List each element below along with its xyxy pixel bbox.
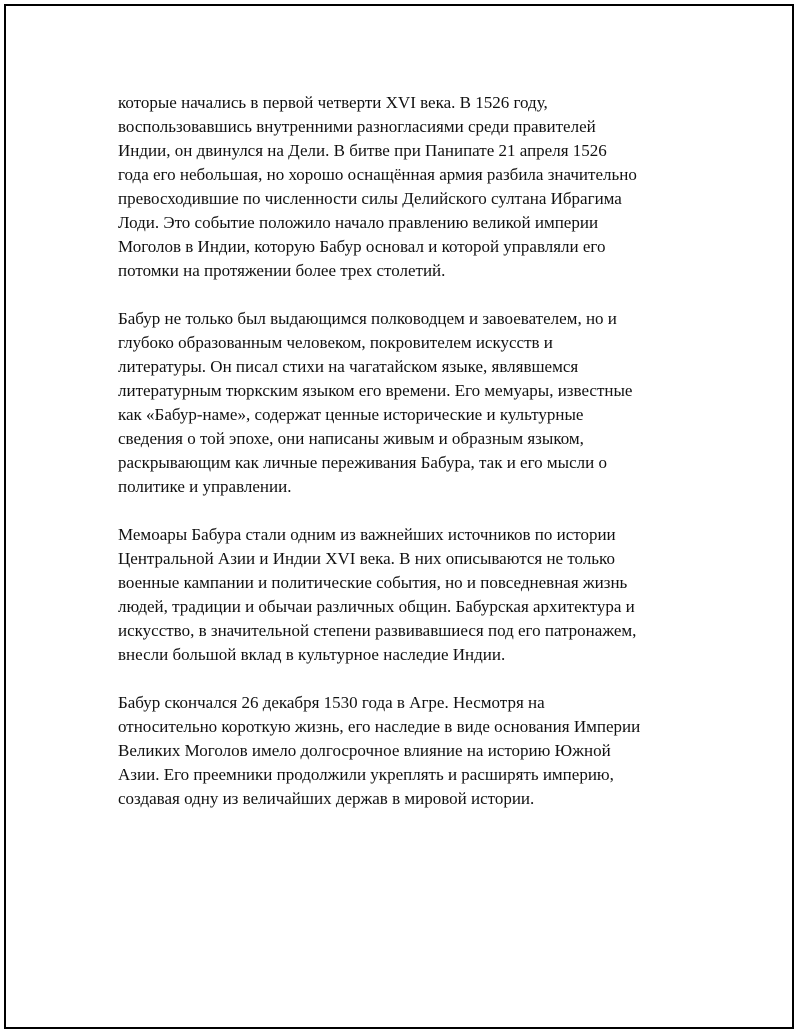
paragraph-1 [118, 91, 718, 283]
paragraph-3 [118, 523, 718, 667]
text-line: Бабур не только был выдающимся полководцем и завоевателем, но и [118, 309, 617, 328]
text-line: Великих Моголов имело долгосрочное влияние на историю Южной [118, 741, 611, 760]
text-line: Моголов в Индии, которую Бабур основал и которой управляли его [118, 237, 606, 256]
text-line: сведения о той эпохе, они написаны живым и образным языком, [118, 429, 584, 448]
text-line: создавая одну из величайших держав в мировой истории. [118, 789, 535, 808]
text-line: как «Бабур-наме», содержат ценные исторические и культурные [118, 405, 584, 424]
text-line: литературным тюркским языком его времени. Его мемуары, известные [118, 381, 633, 400]
text-line: военные кампании и политические события, но и повседневная жизнь [118, 573, 628, 592]
text-line: внесли большой вклад в культурное наследие Индии. [118, 645, 506, 664]
text-line: искусство, в значительной степени развивавшиеся под его патронажем, [118, 621, 637, 640]
paragraph-4 [118, 691, 718, 811]
text-line: раскрывающим как личные переживания Бабура, так и его мысли о [118, 453, 607, 472]
text-line: Бабур скончался 26 декабря 1530 года в Агре. Несмотря на [118, 693, 545, 712]
text-line: превосходившие по численности силы Делийского султана Ибрагима [118, 189, 622, 208]
text-line: глубоко образованным человеком, покровителем искусств и [118, 333, 553, 352]
text-line: воспользовавшись внутренними разногласиями среди правителей [118, 117, 596, 136]
document-body [118, 91, 718, 835]
text-line: года его небольшая, но хорошо оснащённая армия разбила значительно [118, 165, 637, 184]
text-line: которые начались в первой четверти XVI века. В 1526 году, [118, 93, 548, 112]
text-line: относительно короткую жизнь, его наследие в виде основания Империи [118, 717, 641, 736]
text-line: литературы. Он писал стихи на чагатайском языке, являвшемся [118, 357, 579, 376]
text-line: Мемоары Бабура стали одним из важнейших источников по истории [118, 525, 616, 544]
paragraph-2 [118, 307, 718, 499]
text-line: потомки на протяжении более трех столетий. [118, 261, 446, 280]
text-line: Азии. Его преемники продолжили укреплять и расширять империю, [118, 765, 614, 784]
text-line: политике и управлении. [118, 477, 292, 496]
text-line: Лоди. Это событие положило начало правлению великой империи [118, 213, 599, 232]
text-line: Центральной Азии и Индии XVI века. В них описываются не только [118, 549, 615, 568]
text-line: людей, традиции и обычаи различных общин. Бабурская архитектура и [118, 597, 635, 616]
text-line: Индии, он двинулся на Дели. В битве при Панипате 21 апреля 1526 [118, 141, 607, 160]
